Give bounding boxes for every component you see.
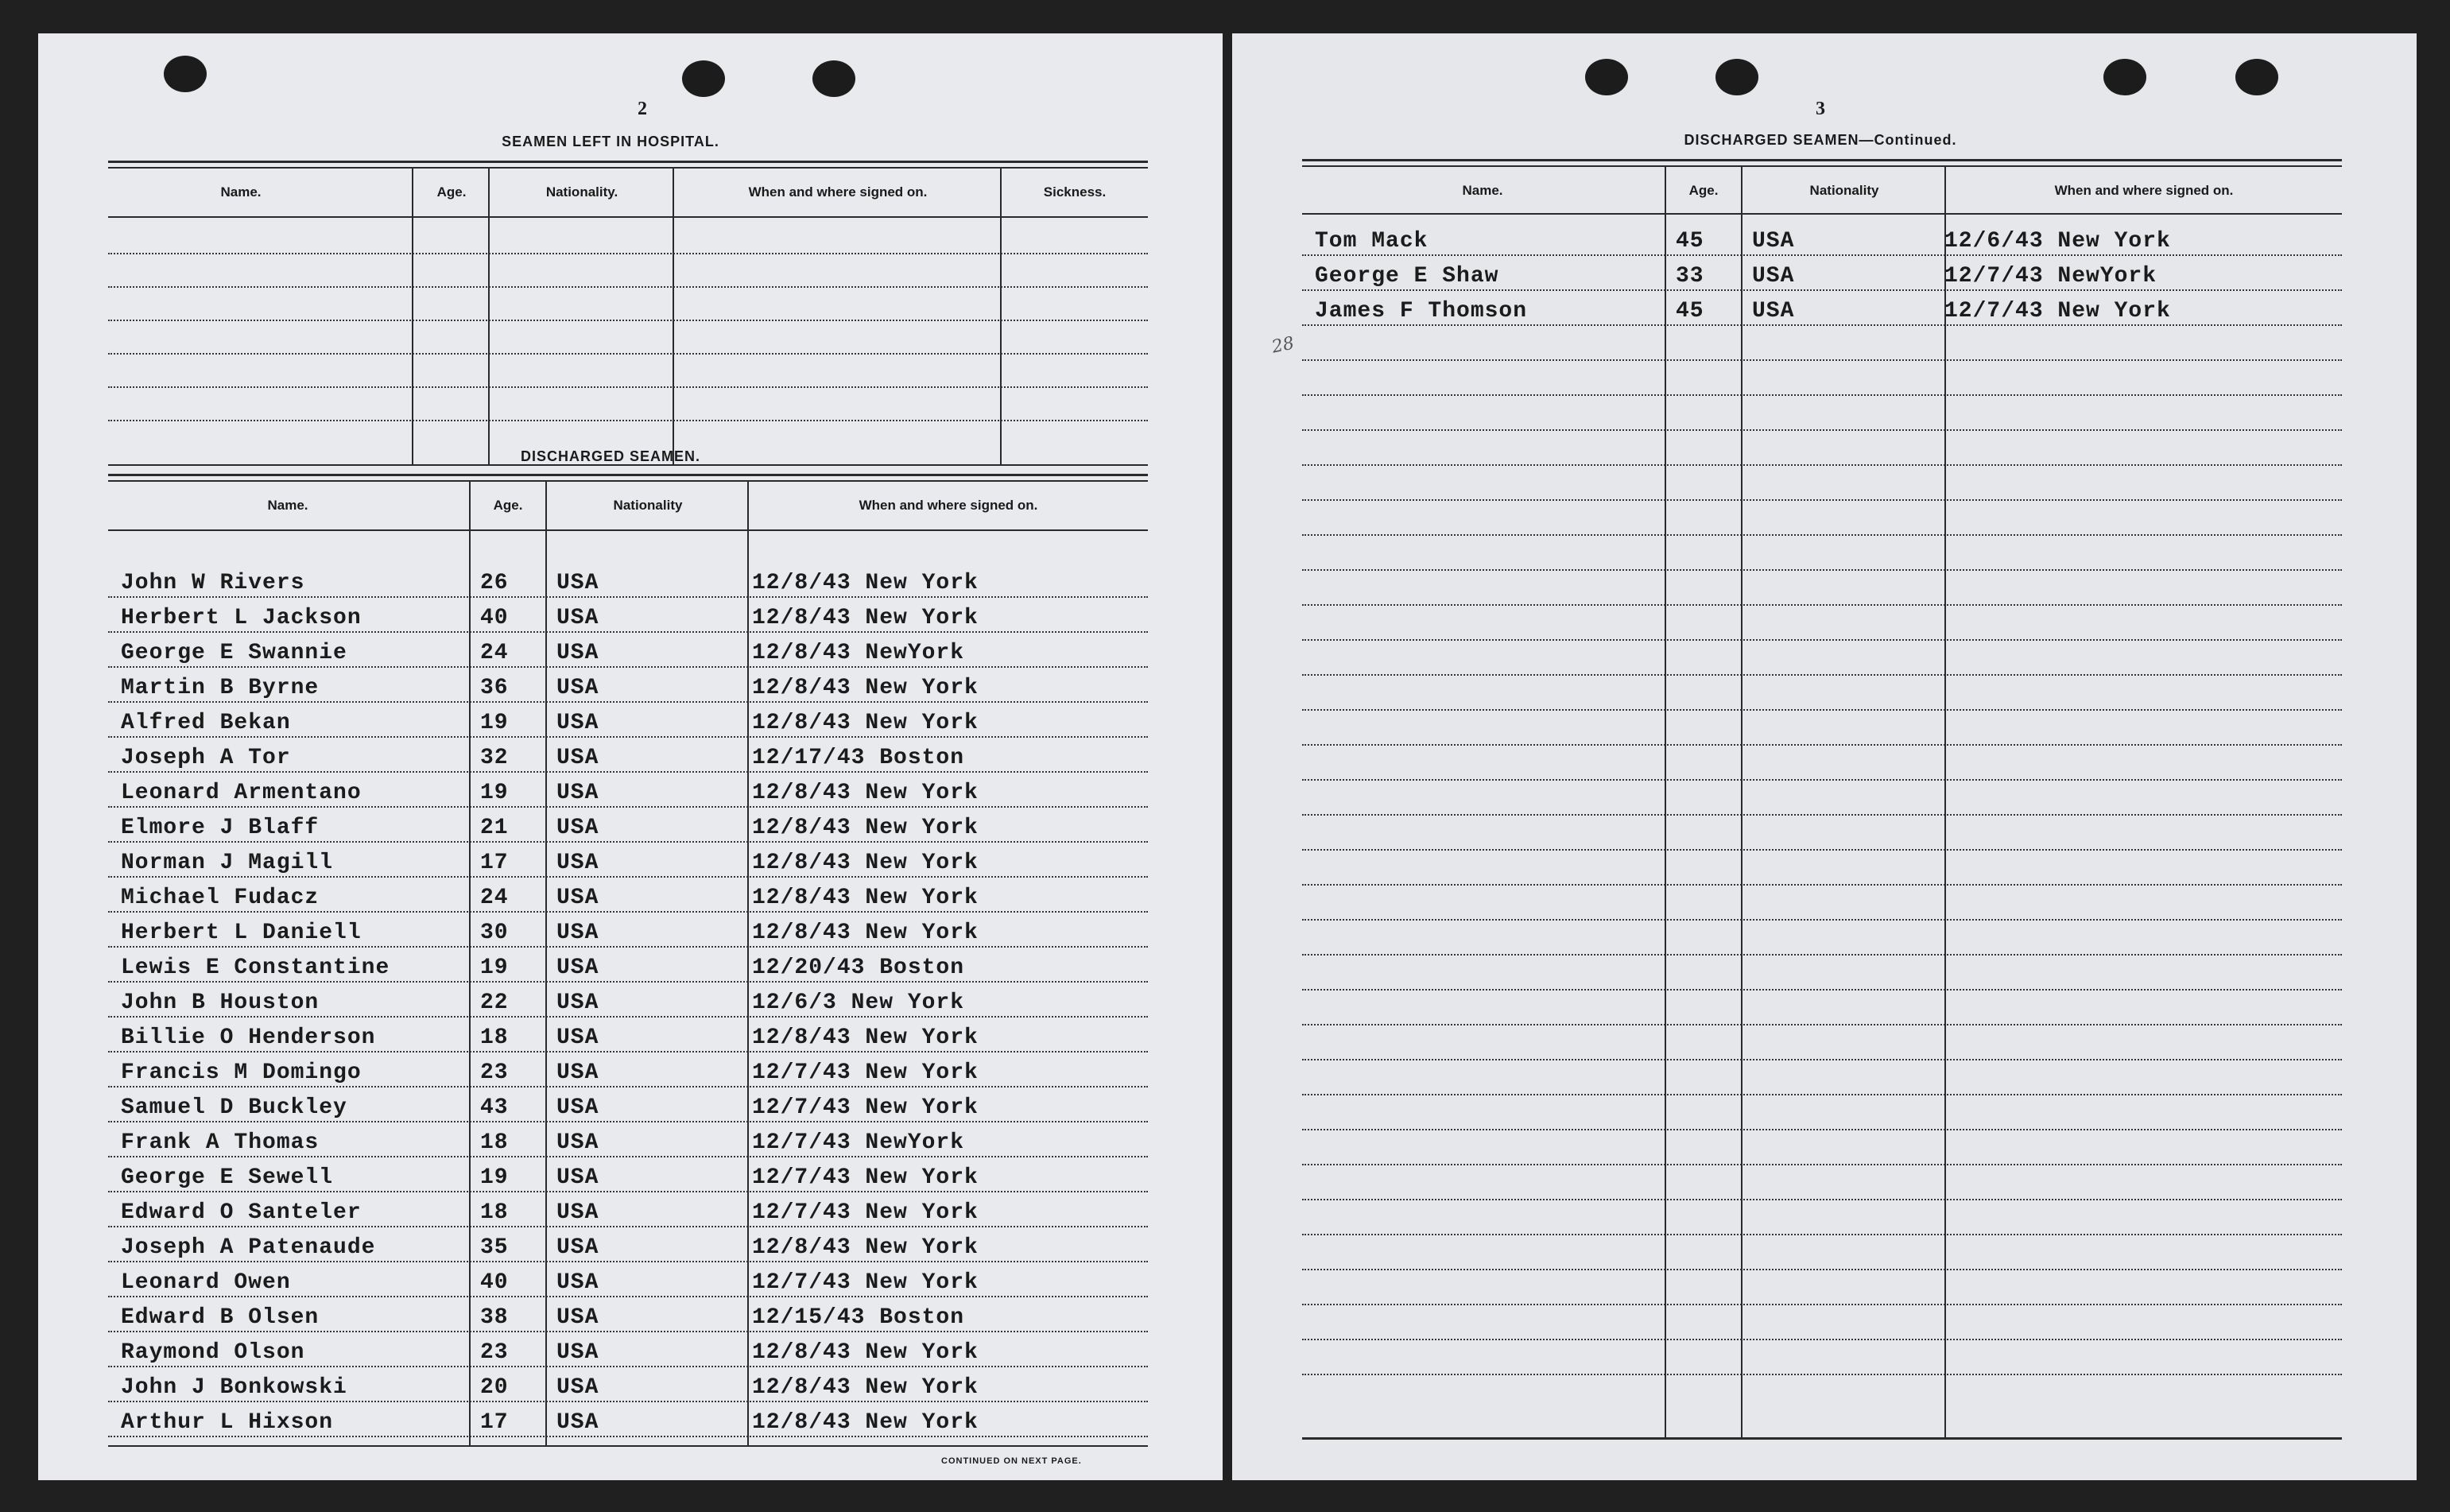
column-divider: [469, 480, 471, 1445]
ruled-line: [1302, 359, 2342, 361]
seaman-nationality: USA: [1752, 264, 1795, 289]
seaman-age: 40: [480, 1270, 509, 1295]
ruled-line: [1302, 814, 2342, 816]
seaman-signed-on: 12/8/43 New York: [752, 606, 979, 630]
seaman-nationality: USA: [556, 1410, 599, 1435]
seaman-name: John W Rivers: [121, 571, 305, 595]
seaman-age: 24: [480, 886, 509, 910]
seaman-name: George E Sewell: [121, 1165, 334, 1190]
seaman-age: 19: [480, 956, 509, 980]
seaman-name: Lewis E Constantine: [121, 956, 390, 980]
ruled-line: [1302, 534, 2342, 536]
seaman-name: Herbert L Jackson: [121, 606, 362, 630]
seaman-age: 36: [480, 676, 509, 700]
column-header-name: Name.: [267, 498, 308, 513]
seaman-signed-on: 12/8/43 New York: [752, 1235, 979, 1260]
seaman-name: Billie O Henderson: [121, 1025, 376, 1050]
seaman-name: George E Swannie: [121, 641, 347, 665]
seaman-name: Tom Mack: [1315, 229, 1429, 254]
ruled-line: [108, 1366, 1148, 1367]
seaman-nationality: USA: [556, 1340, 599, 1365]
table-bottom-rule: [108, 1445, 1148, 1447]
header-underline: [108, 216, 1148, 218]
column-divider: [1944, 165, 1946, 1437]
seaman-signed-on: 12/8/43 New York: [752, 711, 979, 735]
seaman-nationality: USA: [1752, 229, 1795, 254]
seaman-nationality: USA: [556, 991, 599, 1015]
seaman-age: 21: [480, 816, 509, 840]
ruled-line: [1302, 429, 2342, 431]
seaman-signed-on: 12/7/43 New York: [752, 1095, 979, 1120]
ruled-line: [1302, 639, 2342, 641]
ruled-line: [1302, 1374, 2342, 1375]
ruled-line: [1302, 954, 2342, 956]
ruled-line: [1302, 849, 2342, 851]
seaman-age: 38: [480, 1305, 509, 1330]
ruled-line: [108, 666, 1148, 668]
seaman-signed-on: 12/7/43 New York: [752, 1200, 979, 1225]
ruled-line: [1302, 674, 2342, 676]
ruled-line: [108, 1401, 1148, 1402]
discharged-continued-title: DISCHARGED SEAMEN—Continued.: [1684, 132, 1957, 148]
seaman-signed-on: 12/7/43 NewYork: [752, 1130, 965, 1155]
seaman-nationality: USA: [556, 1060, 599, 1085]
seaman-age: 17: [480, 1410, 509, 1435]
seaman-name: Frank A Thomas: [121, 1130, 320, 1155]
column-divider: [1741, 165, 1743, 1437]
seaman-age: 18: [480, 1130, 509, 1155]
seaman-age: 20: [480, 1375, 509, 1400]
seaman-signed-on: 12/7/43 New York: [752, 1060, 979, 1085]
punch-hole: [2235, 59, 2278, 95]
ruled-line: [1302, 919, 2342, 921]
punch-hole: [812, 60, 855, 97]
ruled-line: [1302, 779, 2342, 781]
seaman-age: 26: [480, 571, 509, 595]
seaman-signed-on: 12/6/43 New York: [1944, 229, 2171, 254]
seaman-name: Samuel D Buckley: [121, 1095, 347, 1120]
seaman-nationality: USA: [556, 1305, 599, 1330]
header-underline: [1302, 213, 2342, 215]
ruled-line: [108, 386, 1148, 388]
discharged-section-title: DISCHARGED SEAMEN.: [520, 448, 701, 464]
seaman-signed-on: 12/8/43 New York: [752, 921, 979, 945]
column-header-age: Age.: [493, 498, 523, 513]
ruled-line: [108, 631, 1148, 633]
ruled-line: [108, 353, 1148, 355]
continued-note: CONTINUED ON NEXT PAGE.: [941, 1456, 1082, 1466]
ruled-line: [108, 1436, 1148, 1437]
ruled-line: [1302, 604, 2342, 606]
seaman-signed-on: 12/8/43 New York: [752, 676, 979, 700]
page-number: 2: [638, 99, 647, 119]
seaman-nationality: USA: [556, 676, 599, 700]
seaman-nationality: USA: [556, 1130, 599, 1155]
left-page: [38, 33, 1223, 1480]
ruled-line: [1302, 569, 2342, 571]
seaman-nationality: USA: [556, 1270, 599, 1295]
seaman-nationality: USA: [556, 1200, 599, 1225]
ruled-line: [108, 1121, 1148, 1122]
ruled-line: [108, 253, 1148, 254]
seaman-signed-on: 12/7/43 NewYork: [1944, 264, 2157, 289]
ruled-line: [108, 841, 1148, 843]
ruled-line: [108, 1226, 1148, 1227]
seaman-nationality: USA: [556, 1095, 599, 1120]
seaman-nationality: USA: [556, 1375, 599, 1400]
seaman-nationality: USA: [556, 921, 599, 945]
punch-hole: [682, 60, 725, 97]
header-underline: [108, 529, 1148, 531]
seaman-signed-on: 12/20/43 Boston: [752, 956, 965, 980]
column-header-signed-on: When and where signed on.: [2054, 183, 2234, 198]
seaman-signed-on: 12/8/43 NewYork: [752, 641, 965, 665]
ruled-line: [1302, 324, 2342, 326]
seaman-age: 30: [480, 921, 509, 945]
seaman-nationality: USA: [556, 1235, 599, 1260]
seaman-name: Alfred Bekan: [121, 711, 291, 735]
seaman-signed-on: 12/6/3 New York: [752, 991, 965, 1015]
seaman-signed-on: 12/8/43 New York: [752, 1410, 979, 1435]
table-top-rule: [1302, 159, 2342, 161]
ruled-line: [1302, 744, 2342, 746]
ruled-line: [1302, 394, 2342, 396]
seaman-nationality: USA: [556, 781, 599, 805]
seaman-name: Raymond Olson: [121, 1340, 305, 1365]
ruled-line: [108, 596, 1148, 598]
ruled-line: [108, 1191, 1148, 1192]
seaman-nationality: USA: [556, 1165, 599, 1190]
table-top-rule: [1302, 165, 2342, 167]
seaman-signed-on: 12/7/43 New York: [1944, 299, 2171, 324]
hospital-section-title: SEAMEN LEFT IN HOSPITAL.: [502, 134, 719, 149]
seaman-nationality: USA: [556, 711, 599, 735]
seaman-nationality: USA: [1752, 299, 1795, 324]
ruled-line: [108, 806, 1148, 808]
seaman-age: 33: [1676, 264, 1704, 289]
seaman-name: Leonard Owen: [121, 1270, 291, 1295]
ruled-line: [1302, 1094, 2342, 1095]
seaman-signed-on: 12/8/43 New York: [752, 851, 979, 875]
ruled-line: [108, 876, 1148, 878]
column-header-nationality: Nationality: [613, 498, 683, 513]
seaman-age: 35: [480, 1235, 509, 1260]
ruled-line: [1302, 884, 2342, 886]
ruled-line: [108, 1051, 1148, 1053]
column-divider: [747, 480, 749, 1445]
seaman-age: 23: [480, 1340, 509, 1365]
seaman-name: Arthur L Hixson: [121, 1410, 334, 1435]
ruled-line: [108, 1261, 1148, 1262]
seaman-signed-on: 12/8/43 New York: [752, 781, 979, 805]
ruled-line: [108, 1016, 1148, 1018]
ruled-line: [1302, 1129, 2342, 1130]
seaman-name: John J Bonkowski: [121, 1375, 347, 1400]
ruled-line: [1302, 499, 2342, 501]
seaman-age: 43: [480, 1095, 509, 1120]
seaman-signed-on: 12/15/43 Boston: [752, 1305, 965, 1330]
ruled-line: [108, 320, 1148, 321]
seaman-name: Joseph A Patenaude: [121, 1235, 376, 1260]
seaman-nationality: USA: [556, 746, 599, 770]
page-number: 3: [1816, 99, 1825, 119]
seaman-nationality: USA: [556, 886, 599, 910]
seaman-name: Herbert L Daniell: [121, 921, 362, 945]
ruled-line: [1302, 1024, 2342, 1025]
seaman-signed-on: 12/17/43 Boston: [752, 746, 965, 770]
seaman-nationality: USA: [556, 1025, 599, 1050]
ruled-line: [108, 911, 1148, 913]
seaman-signed-on: 12/7/43 New York: [752, 1270, 979, 1295]
seaman-signed-on: 12/8/43 New York: [752, 571, 979, 595]
ruled-line: [108, 286, 1148, 288]
column-header-nationality: Nationality.: [545, 184, 618, 200]
column-divider: [545, 480, 547, 1445]
seaman-age: 19: [480, 781, 509, 805]
ruled-line: [1302, 289, 2342, 291]
ruled-line: [108, 771, 1148, 773]
seaman-age: 23: [480, 1060, 509, 1085]
ruled-line: [108, 420, 1148, 421]
seaman-name: John B Houston: [121, 991, 320, 1015]
ruled-line: [1302, 1234, 2342, 1235]
column-header-age: Age.: [1688, 183, 1719, 198]
pencil-margin-note: 28: [1270, 333, 1297, 358]
ruled-line: [1302, 1304, 2342, 1305]
seaman-age: 19: [480, 1165, 509, 1190]
column-divider: [1665, 165, 1666, 1437]
seaman-age: 45: [1676, 229, 1704, 254]
column-header-name: Name.: [1462, 183, 1503, 198]
ruled-line: [108, 1331, 1148, 1332]
seaman-age: 40: [480, 606, 509, 630]
seaman-name: George E Shaw: [1315, 264, 1499, 289]
seaman-name: Francis M Domingo: [121, 1060, 362, 1085]
seaman-nationality: USA: [556, 606, 599, 630]
seaman-age: 18: [480, 1025, 509, 1050]
seaman-name: Martin B Byrne: [121, 676, 320, 700]
ruled-line: [1302, 1199, 2342, 1200]
ruled-line: [1302, 1059, 2342, 1060]
punch-hole: [1715, 59, 1758, 95]
seaman-name: James F Thomson: [1315, 299, 1528, 324]
ruled-line: [1302, 1339, 2342, 1340]
seaman-nationality: USA: [556, 816, 599, 840]
seaman-signed-on: 12/7/43 New York: [752, 1165, 979, 1190]
seaman-age: 45: [1676, 299, 1704, 324]
column-header-signed-on: When and where signed on.: [859, 498, 1038, 513]
punch-hole: [164, 56, 207, 92]
ruled-line: [108, 1296, 1148, 1297]
table-top-rule: [108, 474, 1148, 476]
ruled-line: [1302, 1269, 2342, 1270]
seaman-signed-on: 12/8/43 New York: [752, 816, 979, 840]
ruled-line: [108, 981, 1148, 983]
column-header-signed-on: When and where signed on.: [748, 184, 928, 200]
column-header-age: Age.: [436, 184, 467, 200]
seaman-name: Norman J Magill: [121, 851, 334, 875]
seaman-age: 32: [480, 746, 509, 770]
ruled-line: [1302, 989, 2342, 991]
table-bottom-rule: [1302, 1437, 2342, 1440]
table-top-rule: [108, 167, 1148, 169]
punch-hole: [2103, 59, 2146, 95]
seaman-age: 24: [480, 641, 509, 665]
table-top-rule: [108, 480, 1148, 482]
seaman-age: 19: [480, 711, 509, 735]
seaman-nationality: USA: [556, 641, 599, 665]
seaman-signed-on: 12/8/43 New York: [752, 886, 979, 910]
seaman-name: Joseph A Tor: [121, 746, 291, 770]
seaman-signed-on: 12/8/43 New York: [752, 1025, 979, 1050]
ruled-line: [108, 1086, 1148, 1087]
ruled-line: [1302, 254, 2342, 256]
seaman-signed-on: 12/8/43 New York: [752, 1375, 979, 1400]
punch-hole: [1585, 59, 1628, 95]
right-page: [1232, 33, 2417, 1480]
ruled-line: [1302, 464, 2342, 466]
ruled-line: [108, 1156, 1148, 1157]
seaman-age: 17: [480, 851, 509, 875]
seaman-name: Edward B Olsen: [121, 1305, 320, 1330]
seaman-name: Elmore J Blaff: [121, 816, 320, 840]
ruled-line: [108, 946, 1148, 948]
seaman-name: Edward O Santeler: [121, 1200, 362, 1225]
seaman-nationality: USA: [556, 851, 599, 875]
column-header-nationality: Nationality: [1809, 183, 1879, 198]
column-header-sickness: Sickness.: [1043, 184, 1107, 200]
column-header-name: Name.: [220, 184, 262, 200]
ruled-line: [108, 701, 1148, 703]
ruled-line: [1302, 709, 2342, 711]
table-top-rule: [108, 161, 1148, 163]
seaman-signed-on: 12/8/43 New York: [752, 1340, 979, 1365]
seaman-age: 18: [480, 1200, 509, 1225]
seaman-name: Leonard Armentano: [121, 781, 362, 805]
ruled-line: [1302, 1164, 2342, 1165]
seaman-nationality: USA: [556, 956, 599, 980]
ruled-line: [108, 736, 1148, 738]
seaman-age: 22: [480, 991, 509, 1015]
seaman-name: Michael Fudacz: [121, 886, 320, 910]
seaman-nationality: USA: [556, 571, 599, 595]
